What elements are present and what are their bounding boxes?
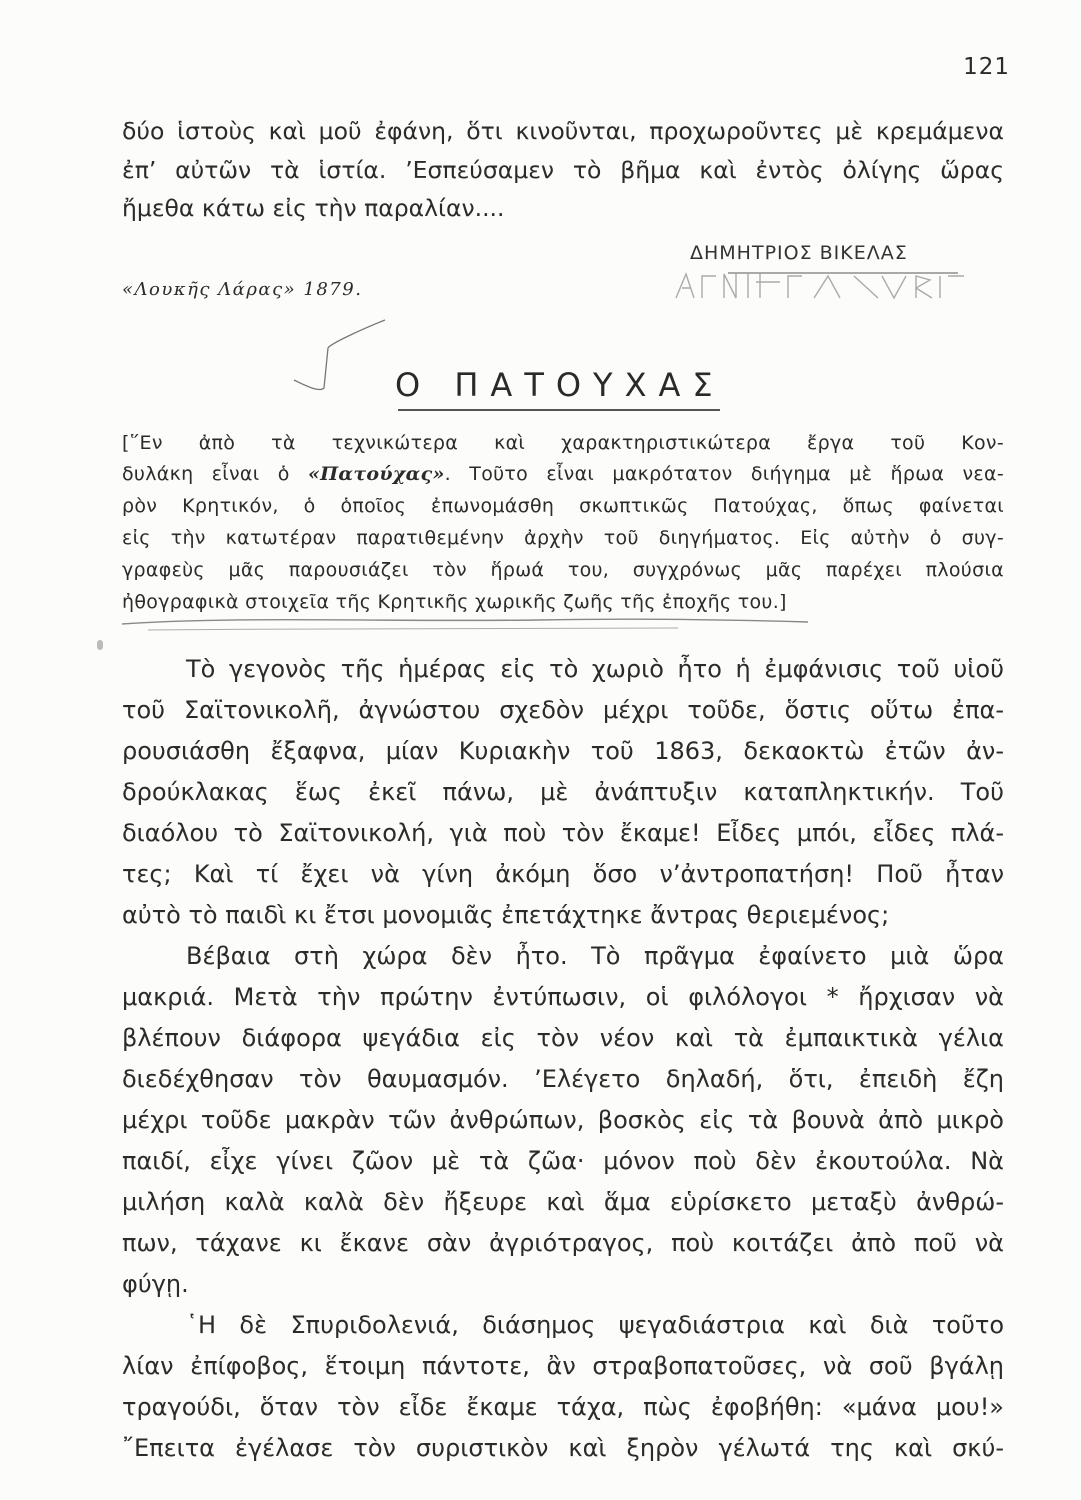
body-line: ῎Επειτα ἐγέλασε τὸν συριστικὸν καὶ ξηρὸν γέλωτά της καὶ σκύ- xyxy=(122,1434,1004,1462)
intro-line: [῞Εν ἀπὸ τὰ τεχνικώτερα καὶ χαρακτηριστικώτερα ἔργα τοῦ Κον- xyxy=(122,432,1004,454)
intro-text: δυλάκη εἶναι ὁ xyxy=(122,463,308,485)
body-line: φύγῃ. xyxy=(122,1270,189,1298)
body-line: τοῦ Σαϊτονικολῆ, ἀγνώστου σχεδὸν μέχρι τοῦδε, ὅστις οὕτω ἐπα- xyxy=(122,696,1004,724)
intro-line xyxy=(122,463,1004,485)
body-line: διεδέχθησαν τὸν θαυμασμόν. ’Ελέγετο δηλαδή, ὅτι, ἐπειδὴ ἔζη xyxy=(122,1065,1004,1093)
source-citation: «Λουκῆς Λάρας» 1879. xyxy=(122,279,363,300)
body-line: τες; Καὶ τί ἔχει νὰ γίνη ἀκόμη ὅσο ν’ἀντροπατήση! Ποῦ ἦταν xyxy=(122,860,1004,888)
author-signature: ΔΗΜΗΤΡΙΟΣ ΒΙΚΕΛΑΣ xyxy=(690,242,908,264)
paper-smudge xyxy=(97,640,103,650)
intro-line: γραφεὺς μᾶς παρουσιάζει τὸν ἥρωά του, συγχρόνως μᾶς παρέχει πλούσια xyxy=(122,559,1004,581)
body-line: διαόλου τὸ Σαϊτονικολή, γιὰ ποὺ τὸν ἔκαμε! Εἶδες μπόι, εἶδες πλά- xyxy=(122,819,1004,847)
body-line: αὐτὸ τὸ παιδὶ κι ἔτσι μονομιᾶς ἐπετάχτηκε ἄντρας θεριεμένος; xyxy=(122,901,890,929)
pencil-underline xyxy=(118,598,818,638)
body-line: πων, τάχανε κι ἔκανε σὰν ἀγριότραγος, ποὺ κοιτάζει ἀπὸ ποῦ νὰ xyxy=(122,1229,1004,1257)
body-line: ῾Η δὲ Σπυριδολενιά, διάσημος ψεγαδιάστρια καὶ διὰ τοῦτο xyxy=(186,1311,1004,1339)
prev-text-line: ἐπ’ αὐτῶν τὰ ἱστία. ’Εσπεύσαμεν τὸ βῆμα καὶ ἐντὸς ὀλίγης ὥρας xyxy=(122,156,1004,184)
intro-line: εἰς τὴν κατωτέραν παρατιθεμένην ἀρχὴν τοῦ διηγήματος. Εἰς αὐτὴν ὁ συγ- xyxy=(122,527,1004,549)
page-number: 121 xyxy=(963,54,1010,80)
chapter-title: Ο ΠΑΤΟΥΧΑΣ xyxy=(395,366,725,404)
prev-text-line: ἤμεθα κάτω εἰς τὴν παραλίαν.... xyxy=(122,194,505,222)
body-line: μιλήση καλὰ καλὰ δὲν ἤξευρε καὶ ἅμα εὑρίσκετο μεταξὺ ἀνθρώ- xyxy=(122,1188,1004,1216)
body-line: λίαν ἐπίφοβος, ἕτοιμη πάντοτε, ἂν στραβοπατοῦσες, νὰ σοῦ βγάλῃ xyxy=(122,1352,1004,1380)
intro-line: ἠθογραφικὰ στοιχεῖα τῆς Κρητικῆς χωρικῆς ζωῆς τῆς ἐποχῆς του.] xyxy=(122,591,787,613)
body-line: μέχρι τοῦδε μακρὰν τῶν ἀνθρώπων, βοσκὸς εἰς τὰ βουνὰ ἀπὸ μικρὸ xyxy=(122,1106,1004,1134)
body-line: παιδί, εἶχε γίνει ζῶον μὲ τὰ ζῶα· μόνον ποὺ δὲν ἐκουτούλα. Νὰ xyxy=(122,1147,1004,1175)
work-title: «Πατούχας» xyxy=(308,463,445,485)
body-line: βλέπουν διάφορα ψεγάδια εἰς τὸν νέον καὶ τὰ ἐμπαικτικὰ γέλια xyxy=(122,1024,1004,1052)
prev-text-line: δύο ἱστοὺς καὶ μοῦ ἐφάνη, ὅτι κινοῦνται, προχωροῦντες μὲ κρεμάμενα xyxy=(122,117,1004,145)
body-line: μακριά. Μετὰ τὴν πρώτην ἐντύπωσιν, οἱ φιλόλογοι * ἤρχισαν νὰ xyxy=(122,983,1004,1011)
intro-line: ρὸν Κρητικόν, ὁ ὁποῖος ἐπωνομάσθη σκωπτικῶς Πατούχας, ὅπως φαίνεται xyxy=(122,495,1004,517)
body-line: δρούκλακας ἕως ἐκεῖ πάνω, μὲ ἀνάπτυξιν καταπληκτικήν. Τοῦ xyxy=(122,778,1004,806)
intro-text: . Τοῦτο εἶναι μακρότατον διήγημα μὲ ἥρωα νεα- xyxy=(444,463,1004,485)
body-line: Τὸ γεγονὸς τῆς ἡμέρας εἰς τὸ χωριὸ ἦτο ἡ ἐμφάνισις τοῦ υἱοῦ xyxy=(186,655,1004,683)
handwritten-signature-scribble xyxy=(668,270,973,304)
body-line: τραγούδι, ὅταν τὸν εἶδε ἔκαμε τάχα, πὼς ἐφοβήθη: «μάνα μου!» xyxy=(122,1393,1004,1421)
body-line: ρουσιάσθη ἔξαφνα, μίαν Κυριακὴν τοῦ 1863, δεκαοκτὼ ἐτῶν ἀν- xyxy=(122,737,1004,765)
title-underline xyxy=(398,409,720,411)
pencil-annotation-mark xyxy=(290,318,410,398)
body-line: Βέβαια στὴ χώρα δὲν ἦτο. Τὸ πρᾶγμα ἐφαίνετο μιὰ ὥρα xyxy=(186,942,1004,970)
